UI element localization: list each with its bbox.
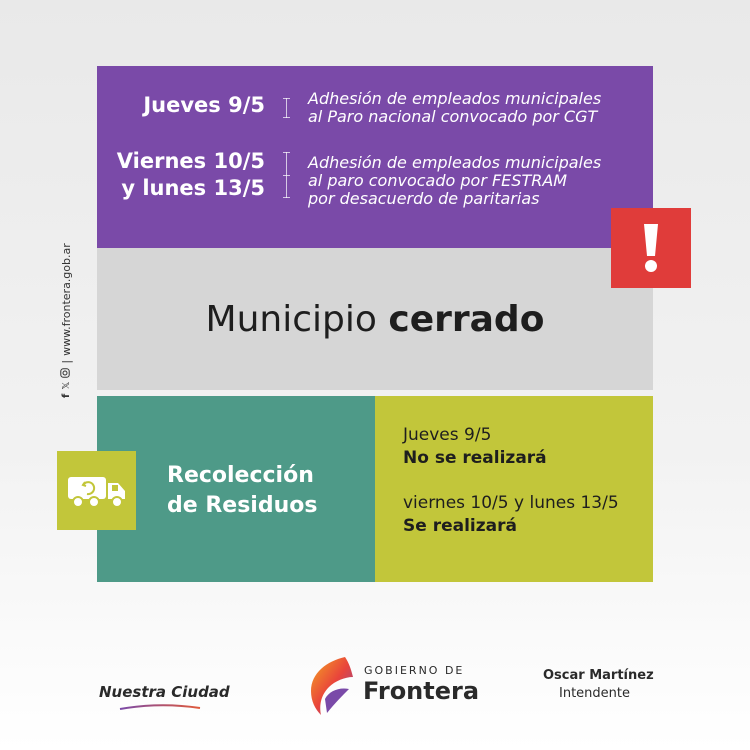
closure-heading [206,299,545,340]
schedule-day: Jueves 9/5 [403,425,492,445]
garbage-truck-icon [57,451,136,530]
frontera-logo-icon [305,655,357,717]
mayor-name: Oscar Martínez [543,668,654,683]
swoosh-decoration [118,702,202,712]
separator-bracket [286,152,287,198]
website-link[interactable]: www.frontera.gob.ar [60,243,73,356]
social-strip [60,243,74,398]
announcement-day: Jueves 9/5 [143,93,265,117]
government-name: Frontera [363,677,480,705]
closure-panel [97,248,653,390]
schedule-status: No se realizará [403,448,547,468]
separator-bracket [286,98,287,118]
strike-announcement-panel [97,66,653,248]
announcement-day: Viernes 10/5 y lunes 13/5 [116,149,265,200]
schedule-status: Se realizará [403,516,517,536]
facebook-icon[interactable]: f [61,393,72,398]
closure-prefix: Municipio [205,298,377,340]
government-label: GOBIERNO DE [364,664,465,677]
closure-emphasis: cerrado [388,298,545,340]
announcement-description: Adhesión de empleados municipales al paro convocado por FESTRAM por desacuerdo de paritarias [308,153,602,208]
mayor-title: Intendente [559,686,630,701]
exclamation-icon [611,208,691,288]
instagram-icon[interactable] [60,368,73,378]
x-icon[interactable]: 𝕏 [61,381,72,390]
schedule-day: viernes 10/5 y lunes 13/5 [403,493,619,513]
divider: | [60,359,73,364]
announcement-description: Adhesión de empleados municipales al Paro nacional convocado por CGT [308,89,602,126]
slogan: Nuestra Ciudad [99,683,230,701]
waste-title: Recolección de Residuos [167,463,318,518]
